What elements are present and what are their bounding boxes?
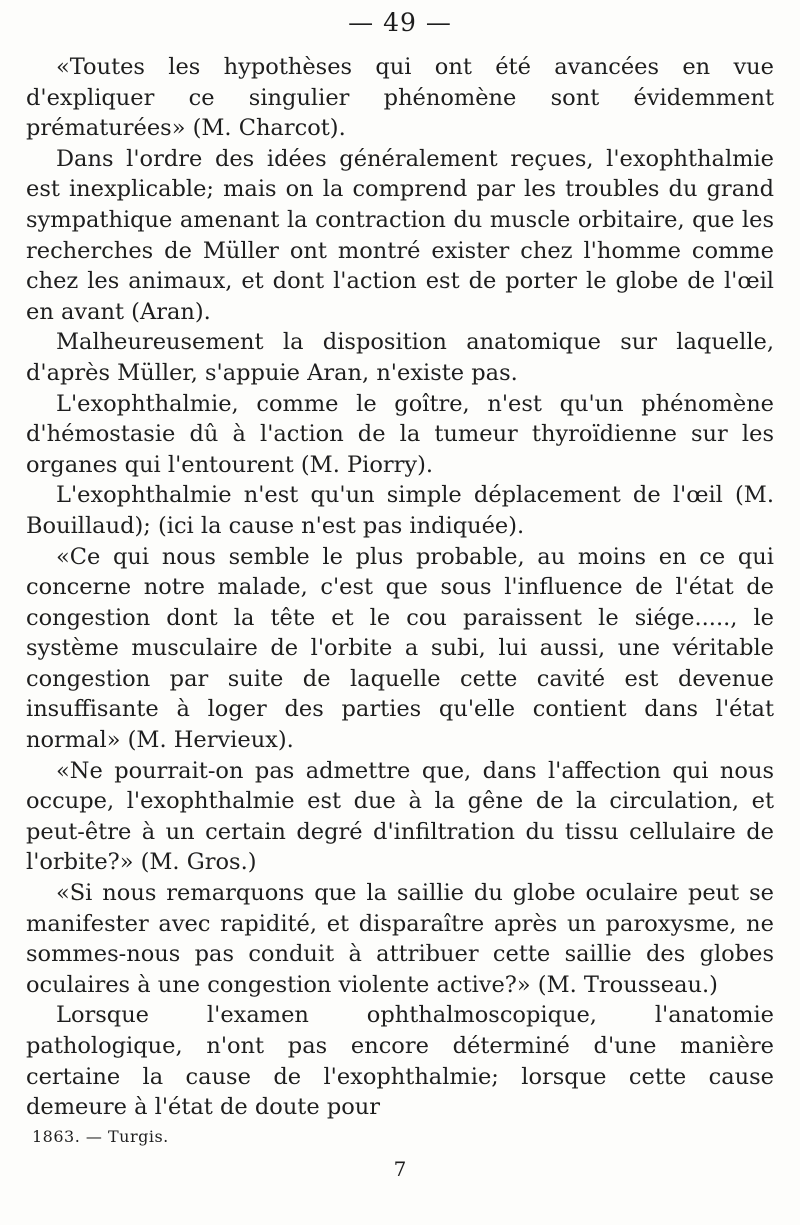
paragraph-gros: «Ne pourrait-on pas admettre que, dans l'affection qui nous occupe, l'exophthalmie est due à la gêne de la circulation, et peut-être à un certain degré d'infiltration du tissu cellulaire de l'orbite?» (M. Gros.) [26,757,774,876]
paragraph-trousseau: «Si nous remarquons que la saillie du globe oculaire peut se manifester avec rapidité, et disparaître après un paroxysme, ne sommes-nous pas conduit à attribuer cette saillie des globes oculaires à une congestion violente active?» (M. Trousseau.) [26,880,774,998]
paragraph-piorry: L'exophthalmie, comme le goître, n'est qu'un phénomène d'hémostasie dû à l'action de la tumeur thyroïdienne sur les organes qui l'entourent (M. Piorry). [26,390,774,478]
paragraph-bouillaud: L'exophthalmie n'est qu'un simple déplacement de l'œil (M. Bouillaud); (ici la cause n'est pas indiquée). [26,482,774,539]
paragraph-conclusion: Lorsque l'examen ophthalmoscopique, l'anatomie pathologique, n'ont pas encore déterminé d'une manière certaine la cause de l'exophthalmie; lorsque cette cause demeure à l'état de doute pour [26,1002,774,1121]
paragraph-charcot-quote: «Toutes les hypothèses qui ont été avancées en vue d'expliquer ce singulier phénomène sont évidemment prématurées» (M. Charcot). [26,54,774,142]
signature-mark: 7 [393,1157,407,1181]
paragraph-muller: Malheureusement la disposition anatomique sur laquelle, d'après Müller, s'appuie Aran, n'existe pas. [26,329,774,386]
footer-imprint: 1863. — Turgis. [32,1127,169,1146]
body-text [26,52,774,1123]
paragraph-aran: Dans l'ordre des idées généralement reçues, l'exophthalmie est inexplicable; mais on la comprend par les troubles du grand sympathique amenant la contraction du muscle orbitaire, que les recherches de Müller ont montré exister chez l'homme comme chez les animaux, et dont l'action est de porter le globe de l'œil en avant (Aran). [26,145,774,325]
paragraph-hervieux: «Ce qui nous semble le plus probable, au moins en ce qui concerne notre malade, c'est que sous l'influence de l'état de congestion dont la tête et le cou paraissent le siége....., le système musculaire de l'orbite a subi, lui aussi, une véritable congestion par suite de laquelle cette cavité est devenue insuffisante à loger des parties qu'elle contient dans l'état normal» (M. Hervieux). [26,543,774,754]
page-number: — 49 — [348,8,452,37]
